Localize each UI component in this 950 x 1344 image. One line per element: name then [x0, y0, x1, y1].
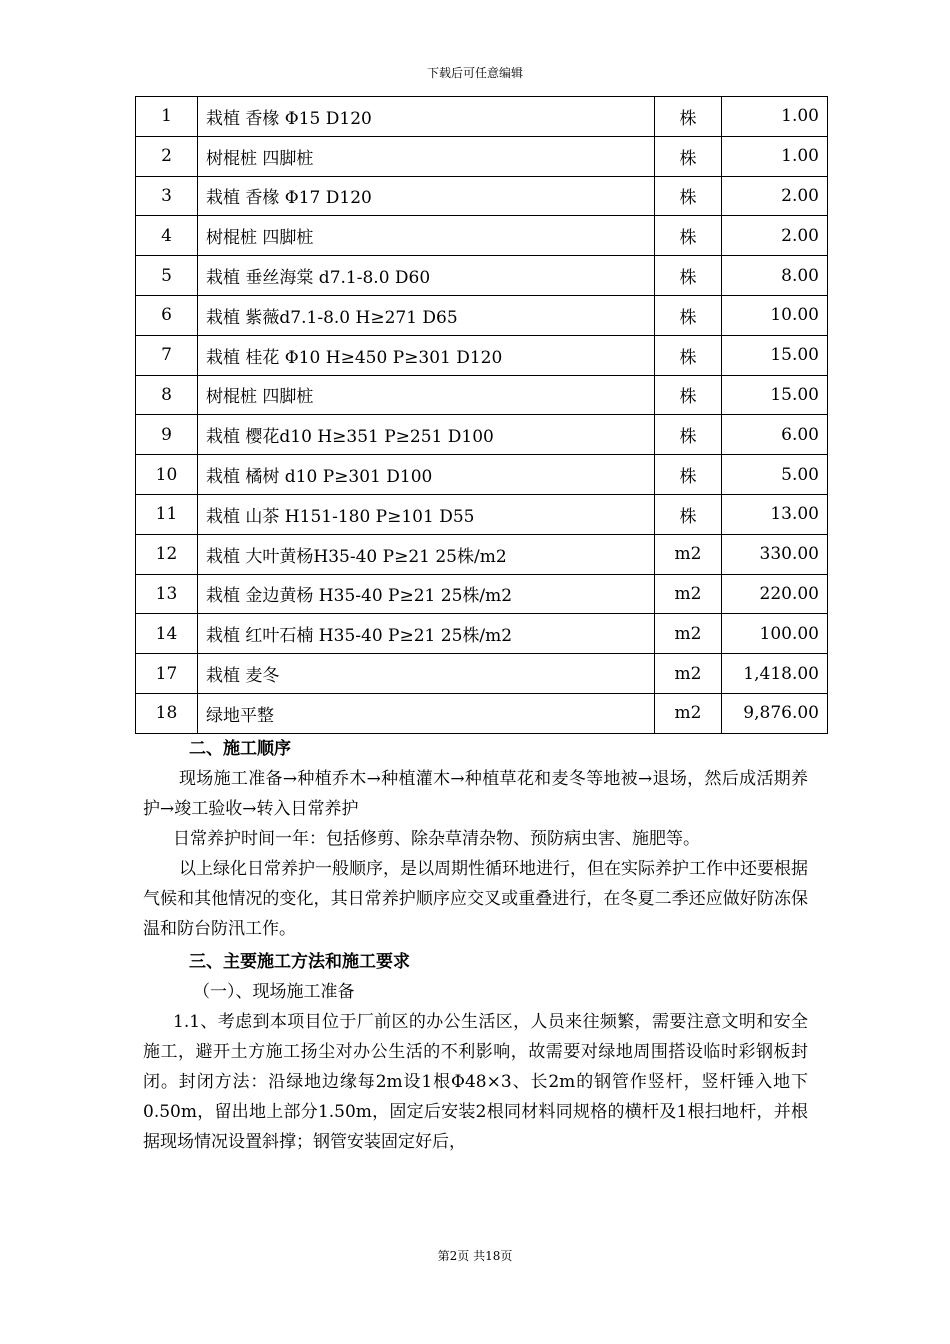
table-body: [136, 97, 828, 734]
item-unit: 株: [655, 335, 722, 375]
item-quantity: 1,418.00: [722, 654, 828, 694]
item-name: 栽植 香椽 Φ15 D120: [198, 97, 655, 137]
item-name: 栽植 樱花d10 H≥351 P≥251 D100: [198, 415, 655, 455]
row-number: 11: [136, 494, 198, 534]
item-name: 树棍桩 四脚桩: [198, 216, 655, 256]
body-content: [143, 734, 808, 1157]
item-quantity: 15.00: [722, 375, 828, 415]
table-row: [136, 654, 828, 694]
item-quantity: 9,876.00: [722, 693, 828, 733]
table-row: [136, 176, 828, 216]
item-name: 栽植 橘树 d10 P≥301 D100: [198, 455, 655, 495]
item-unit: m2: [655, 654, 722, 694]
row-number: 12: [136, 534, 198, 574]
item-quantity: 100.00: [722, 614, 828, 654]
item-unit: 株: [655, 97, 722, 137]
table-row: [136, 97, 828, 137]
item-quantity: 6.00: [722, 415, 828, 455]
item-unit: 株: [655, 136, 722, 176]
row-number: 7: [136, 335, 198, 375]
item-quantity: 5.00: [722, 455, 828, 495]
row-number: 9: [136, 415, 198, 455]
row-number: 2: [136, 136, 198, 176]
item-quantity: 330.00: [722, 534, 828, 574]
table-row: [136, 574, 828, 614]
item-unit: 株: [655, 494, 722, 534]
item-quantity: 220.00: [722, 574, 828, 614]
item-name: 绿地平整: [198, 693, 655, 733]
page-header: 下载后可任意编辑: [426, 66, 523, 80]
table-row: [136, 614, 828, 654]
table-row: [136, 693, 828, 733]
table-row: [136, 335, 828, 375]
row-number: 10: [136, 455, 198, 495]
item-name: 栽植 垂丝海棠 d7.1-8.0 D60: [198, 256, 655, 296]
item-name: 树棍桩 四脚桩: [198, 136, 655, 176]
item-unit: m2: [655, 574, 722, 614]
item-name: 栽植 大叶黄杨H35-40 P≥21 25株/m2: [198, 534, 655, 574]
row-number: 8: [136, 375, 198, 415]
item-unit: 株: [655, 415, 722, 455]
item-name: 栽植 红叶石楠 H35-40 P≥21 25株/m2: [198, 614, 655, 654]
item-name: 栽植 麦冬: [198, 654, 655, 694]
item-unit: 株: [655, 256, 722, 296]
table-row: [136, 534, 828, 574]
item-quantity: 1.00: [722, 136, 828, 176]
row-number: 1: [136, 97, 198, 137]
item-name: 栽植 紫薇d7.1-8.0 H≥271 D65: [198, 295, 655, 335]
table-row: [136, 216, 828, 256]
page-footer: 第2页 共18页: [437, 1249, 513, 1263]
item-name: 栽植 香椽 Φ17 D120: [198, 176, 655, 216]
item-unit: 株: [655, 455, 722, 495]
item-quantity: 2.00: [722, 176, 828, 216]
item-unit: 株: [655, 295, 722, 335]
item-name: 栽植 金边黄杨 H35-40 P≥21 25株/m2: [198, 574, 655, 614]
row-number: 14: [136, 614, 198, 654]
item-name: 栽植 山茶 H151-180 P≥101 D55: [198, 494, 655, 534]
item-quantity: 2.00: [722, 216, 828, 256]
item-unit: m2: [655, 693, 722, 733]
item-unit: 株: [655, 176, 722, 216]
item-quantity: 15.00: [722, 335, 828, 375]
item-unit: m2: [655, 614, 722, 654]
table-row: [136, 415, 828, 455]
row-number: 6: [136, 295, 198, 335]
plant-quantity-table: [135, 96, 828, 734]
section-heading-methods: 三、主要施工方法和施工要求: [189, 952, 410, 972]
item-quantity: 1.00: [722, 97, 828, 137]
paragraph-daily-maintenance: 日常养护时间一年：包括修剪、除杂草清杂物、预防病虫害、施肥等。: [173, 829, 700, 849]
item-unit: 株: [655, 375, 722, 415]
table-row: [136, 295, 828, 335]
item-name: 栽植 桂花 Φ10 H≥450 P≥301 D120: [198, 335, 655, 375]
subsection-heading-preparation: （一）、现场施工准备: [193, 982, 355, 1002]
paragraph-sequence: 现场施工准备→种植乔木→种植灌木→种植草花和麦冬等地被→退场，然后成活期养护→竣工验收→转入日常养护: [143, 769, 808, 819]
section-heading-order: 二、施工顺序: [189, 739, 291, 759]
row-number: 3: [136, 176, 198, 216]
table-row: [136, 455, 828, 495]
item-quantity: 8.00: [722, 256, 828, 296]
paragraph-maintenance-order: 以上绿化日常养护一般顺序，是以周期性循环地进行，但在实际养护工作中还要根据气候和其他情况的变化，其日常养护顺序应交叉或重叠进行，在冬夏二季还应做好防冻保温和防台防汛工作。: [143, 859, 808, 939]
row-number: 18: [136, 693, 198, 733]
table-row: [136, 256, 828, 296]
table-row: [136, 375, 828, 415]
item-unit: m2: [655, 534, 722, 574]
row-number: 4: [136, 216, 198, 256]
paragraph-site-enclosure: 1.1、考虑到本项目位于厂前区的办公生活区，人员来往频繁，需要注意文明和安全施工，避开土方施工扬尘对办公生活的不利影响，故需要对绿地周围搭设临时彩钢板封闭。封闭方法：沿绿地边缘每2m设1根Φ48×3、长2m的钢管作竖杆，竖杆锤入地下0.50m，留出地上部分1.50m，固定后安装2根同材料同规格的横杆及1根扫地杆，并根据现场情况设置斜撑；钢管安装固定好后，: [143, 1012, 808, 1152]
row-number: 5: [136, 256, 198, 296]
table-row: [136, 136, 828, 176]
table-row: [136, 494, 828, 534]
item-unit: 株: [655, 216, 722, 256]
item-name: 树棍桩 四脚桩: [198, 375, 655, 415]
row-number: 13: [136, 574, 198, 614]
item-quantity: 10.00: [722, 295, 828, 335]
item-quantity: 13.00: [722, 494, 828, 534]
row-number: 17: [136, 654, 198, 694]
